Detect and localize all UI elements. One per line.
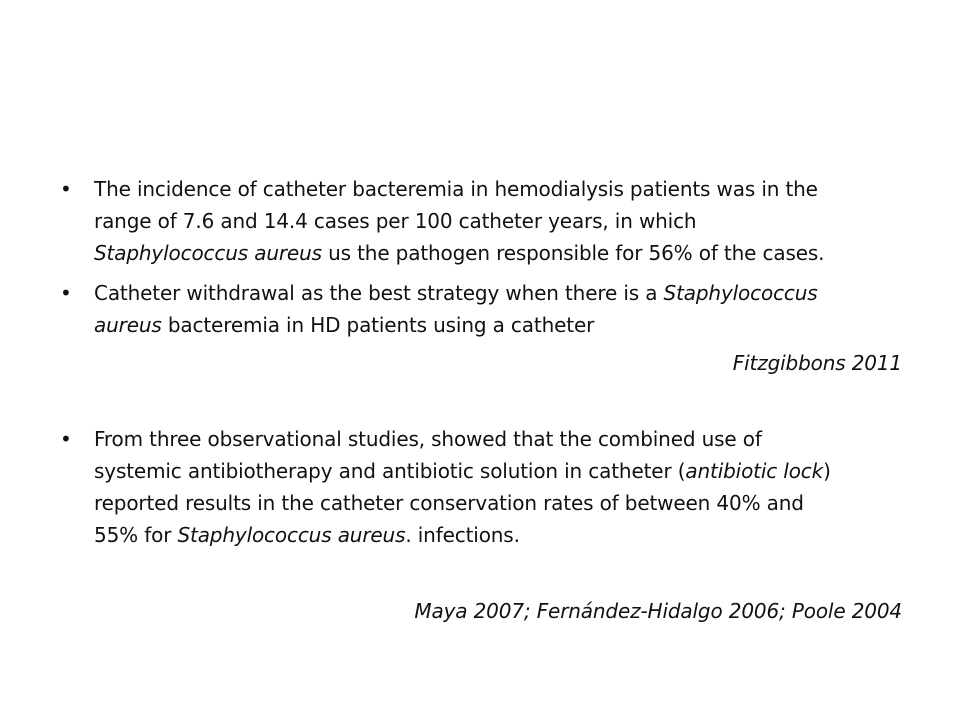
bullet-line: . infections. [405,523,520,547]
bullet-line: bacteremia in HD patients using a catheter [161,313,595,337]
bullet-line: reported results in the catheter conservation rates of between 40% and [94,491,804,515]
bullet-line: 55% for [94,523,178,547]
bullet-text [94,173,890,269]
bullet-marker: • [60,281,72,305]
species-name: aureus [94,313,162,337]
bullet-marker: • [60,427,72,451]
bullet-text [94,423,890,551]
term-antibiotic-lock: antibiotic lock [685,459,824,483]
bullet-item-withdrawal [60,277,890,341]
bullet-marker: • [60,177,72,201]
species-name: Staphylococcus [663,281,818,305]
bullet-item-incidence [60,173,890,269]
bullet-item-observational-studies [60,423,890,551]
bullet-line: The incidence of catheter bacteremia in hemodialysis patients was in the [94,177,818,201]
bullet-text [94,277,890,341]
bullet-line: Catheter withdrawal as the best strategy when there is a [94,281,664,305]
citation-maya-fernandez-poole: Maya 2007; Fernández-Hidalgo 2006; Poole 2004 [414,599,902,623]
citation-fitzgibbons: Fitzgibbons 2011 [732,351,902,375]
bullet-line: range of 7.6 and 14.4 cases per 100 catheter years, in which [94,209,697,233]
bullet-line: From three observational studies, showed that the combined use of [94,427,762,451]
bullet-line: ) [823,459,831,483]
bullet-line: systemic antibiotherapy and antibiotic solution in catheter ( [94,459,686,483]
species-name: Staphylococcus aureus [177,523,406,547]
bullet-line: us the pathogen responsible for 56% of the cases. [321,241,825,265]
species-name: Staphylococcus aureus [94,241,322,265]
